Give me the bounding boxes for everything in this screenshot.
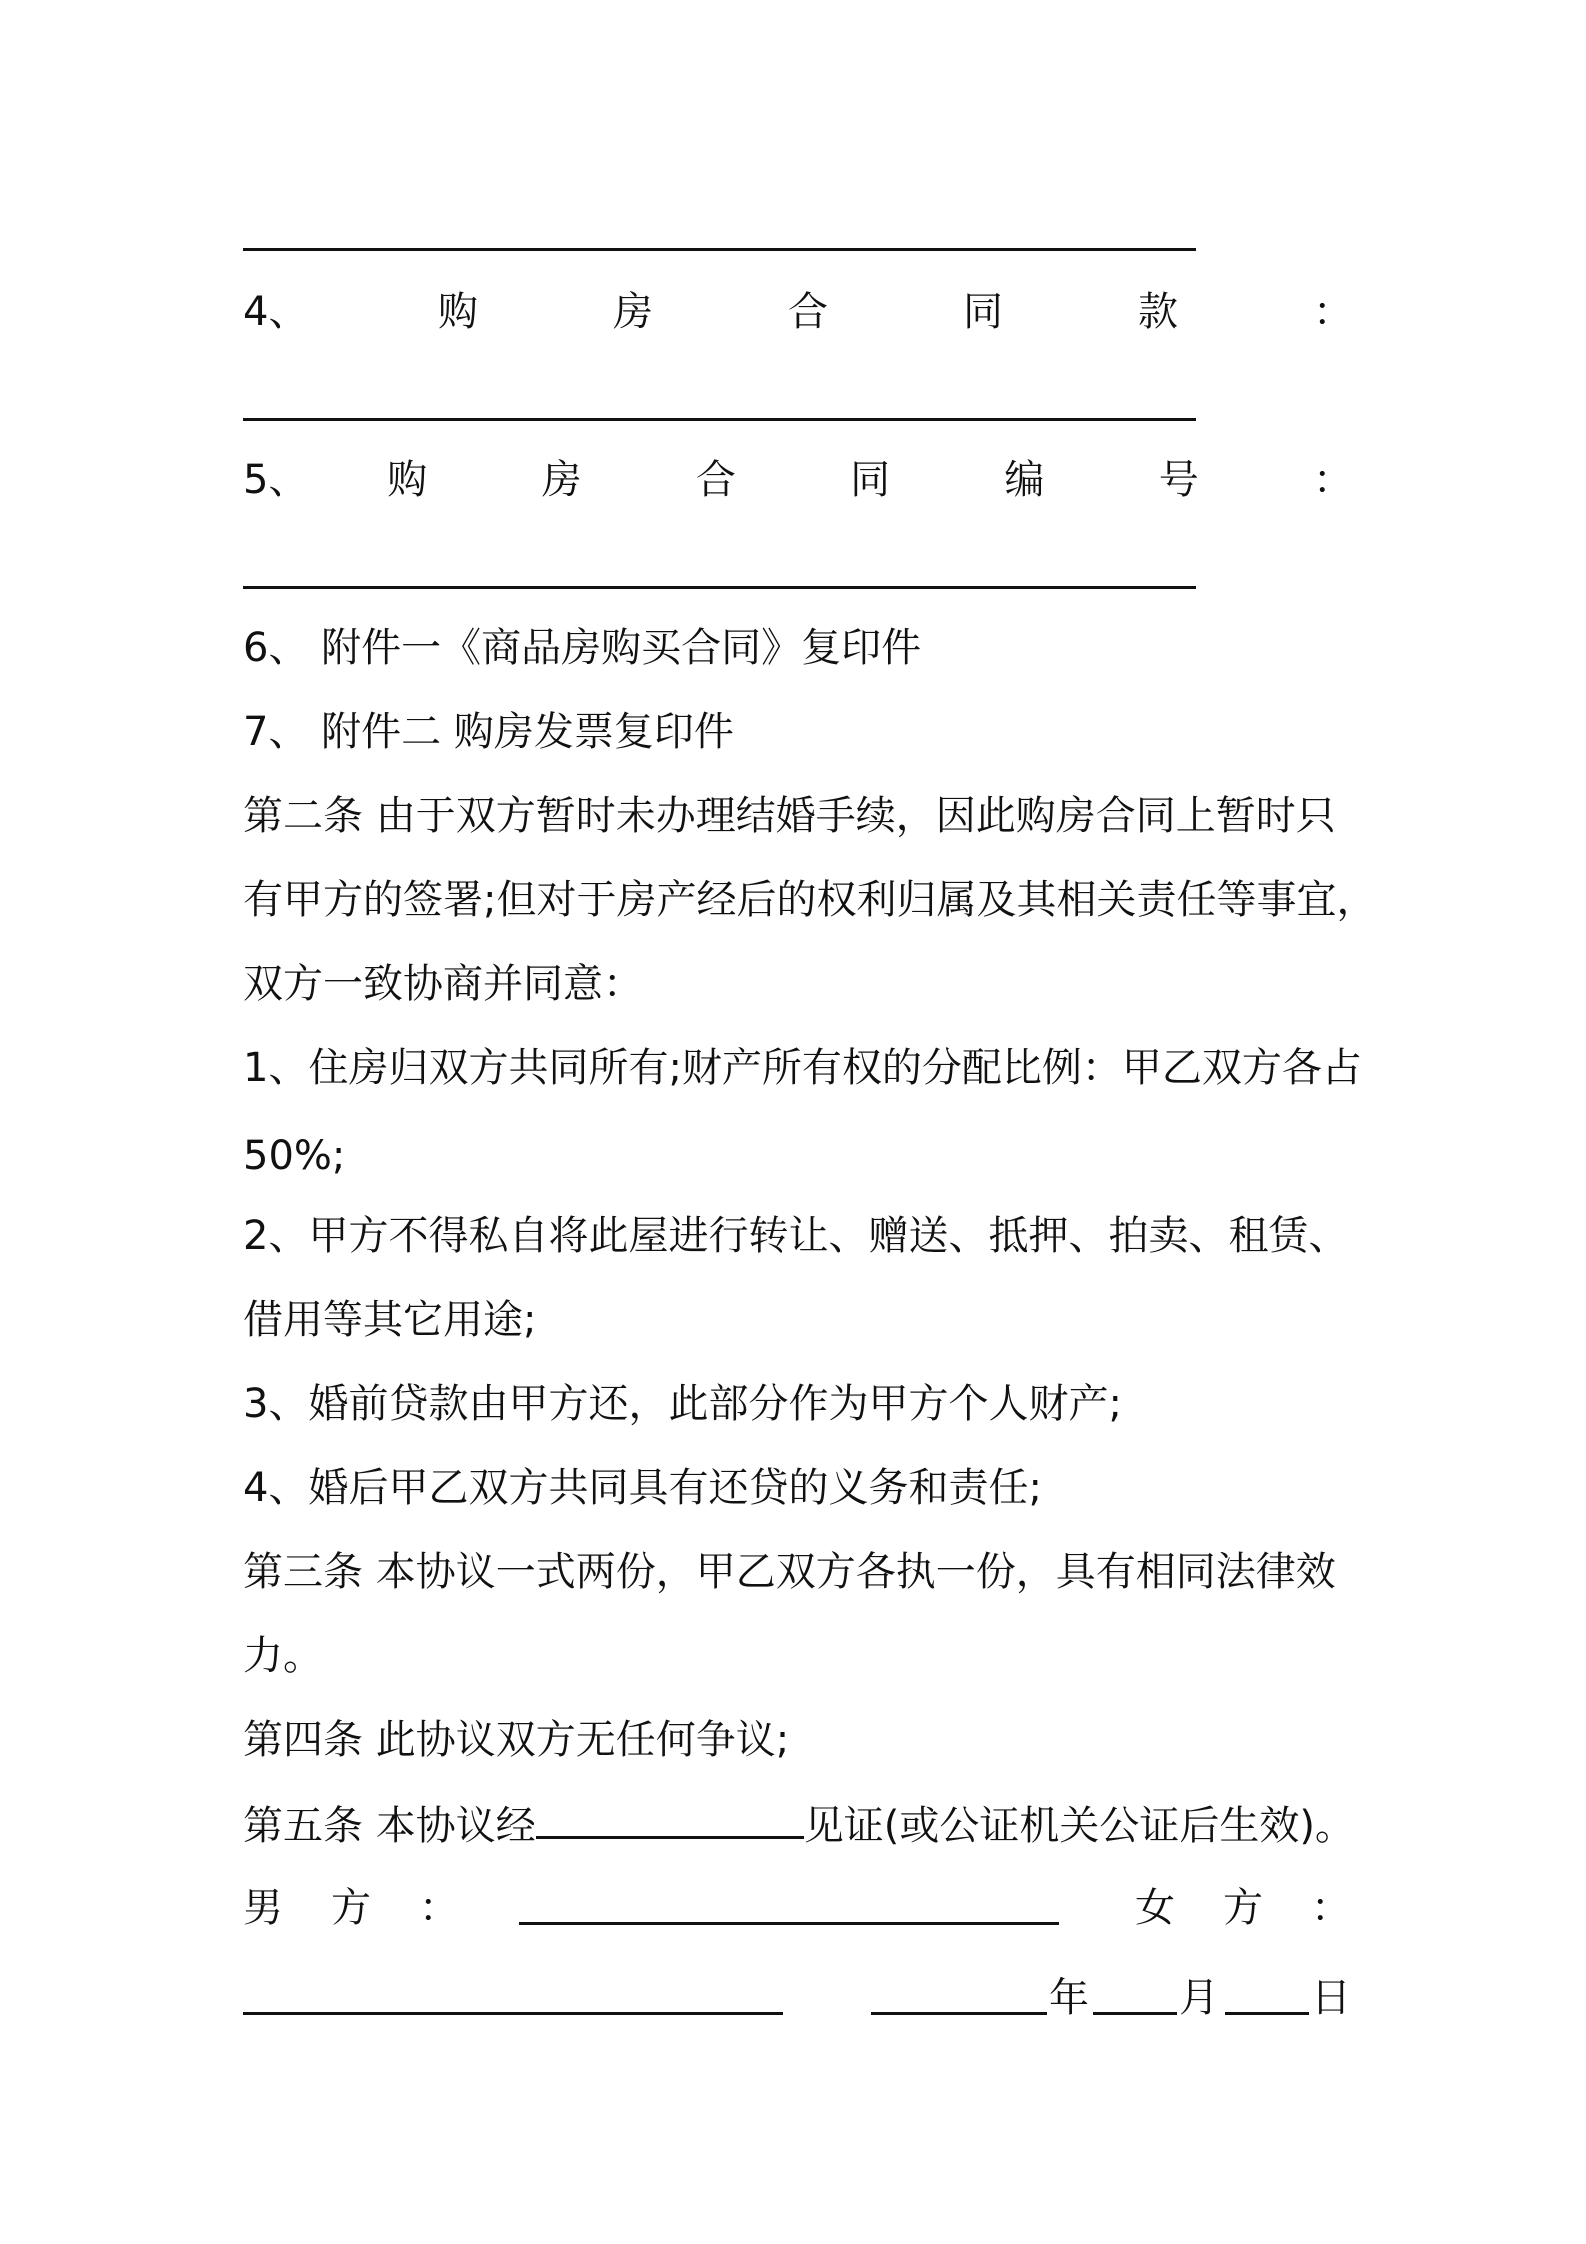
heading-char: 购: [387, 457, 428, 503]
signature-row: [243, 1880, 1353, 1936]
article-3-line-2: 力。: [243, 1633, 323, 1679]
clause-1-line-1: 1、住房归双方共同所有;财产所有权的分配比例：甲乙双方各占: [243, 1045, 1362, 1091]
article-5-prefix: 第五条 本协议经: [243, 1803, 536, 1849]
heading-char: ：: [1313, 289, 1353, 335]
month-label: 月: [1179, 1975, 1219, 2021]
heading-char: 同: [963, 289, 1003, 335]
blank-line: [243, 586, 1196, 589]
date-row: [243, 1970, 1353, 2026]
clause-2-line-2: 借用等其它用途;: [243, 1297, 537, 1343]
heading-char: 同: [850, 457, 891, 503]
heading-char: 合: [695, 457, 736, 503]
male-signature-blank: [519, 1882, 1059, 1925]
blank-line: [243, 418, 1196, 421]
female-label-char: ：: [1311, 1885, 1351, 1931]
male-label-char: 方: [331, 1885, 371, 1931]
article-4: 第四条 此协议双方无任何争议;: [243, 1717, 790, 1763]
article-2-line-3: 双方一致协商并同意：: [243, 961, 643, 1007]
male-label-char: 男: [243, 1885, 283, 1931]
year-blank: [871, 1972, 1047, 2015]
heading-char: 合: [788, 289, 828, 335]
item-6: 6、 附件一《商品房购买合同》复印件: [243, 625, 922, 671]
female-label-char: 方: [1223, 1885, 1263, 1931]
day-label: 日: [1311, 1975, 1351, 2021]
blank-line: [243, 248, 1196, 251]
clause-3: 3、婚前贷款由甲方还，此部分作为甲方个人财产;: [243, 1381, 1122, 1427]
heading-char: 编: [1004, 457, 1045, 503]
item-4-heading: [243, 284, 1353, 340]
article-2-line-2: 有甲方的签署;但对于房产经后的权利归属及其相关责任等事宜，: [243, 877, 1377, 923]
month-blank: [1093, 1972, 1177, 2015]
clause-4: 4、婚后甲乙双方共同具有还贷的义务和责任;: [243, 1465, 1042, 1511]
article-5-suffix: 见证(或公证机关公证后生效)。: [803, 1803, 1355, 1849]
heading-char: 购: [438, 289, 478, 335]
item-5-heading: [243, 452, 1353, 508]
article-5: [243, 1796, 1353, 1852]
item-7: 7、 附件二 购房发票复印件: [243, 709, 734, 755]
item-number: 4、: [243, 289, 309, 335]
heading-char: ：: [1312, 457, 1353, 503]
day-blank: [1225, 1972, 1309, 2015]
year-label: 年: [1049, 1975, 1089, 2021]
heading-char: 房: [613, 289, 653, 335]
male-label-char: ：: [419, 1885, 459, 1931]
heading-char: 房: [541, 457, 582, 503]
female-label-char: 女: [1135, 1885, 1175, 1931]
heading-char: 款: [1138, 289, 1178, 335]
female-signature-blank: [243, 1972, 783, 2015]
item-number: 5、: [243, 457, 309, 503]
clause-1-line-2: 50%;: [243, 1133, 346, 1179]
clause-2-line-1: 2、甲方不得私自将此屋进行转让、赠送、抵押、拍卖、租赁、: [243, 1213, 1349, 1259]
witness-blank: [536, 1796, 804, 1839]
heading-char: 号: [1158, 457, 1199, 503]
article-2-line-1: 第二条 由于双方暂时未办理结婚手续，因此购房合同上暂时只: [243, 793, 1336, 839]
article-3-line-1: 第三条 本协议一式两份，甲乙双方各执一份，具有相同法律效: [243, 1549, 1336, 1595]
